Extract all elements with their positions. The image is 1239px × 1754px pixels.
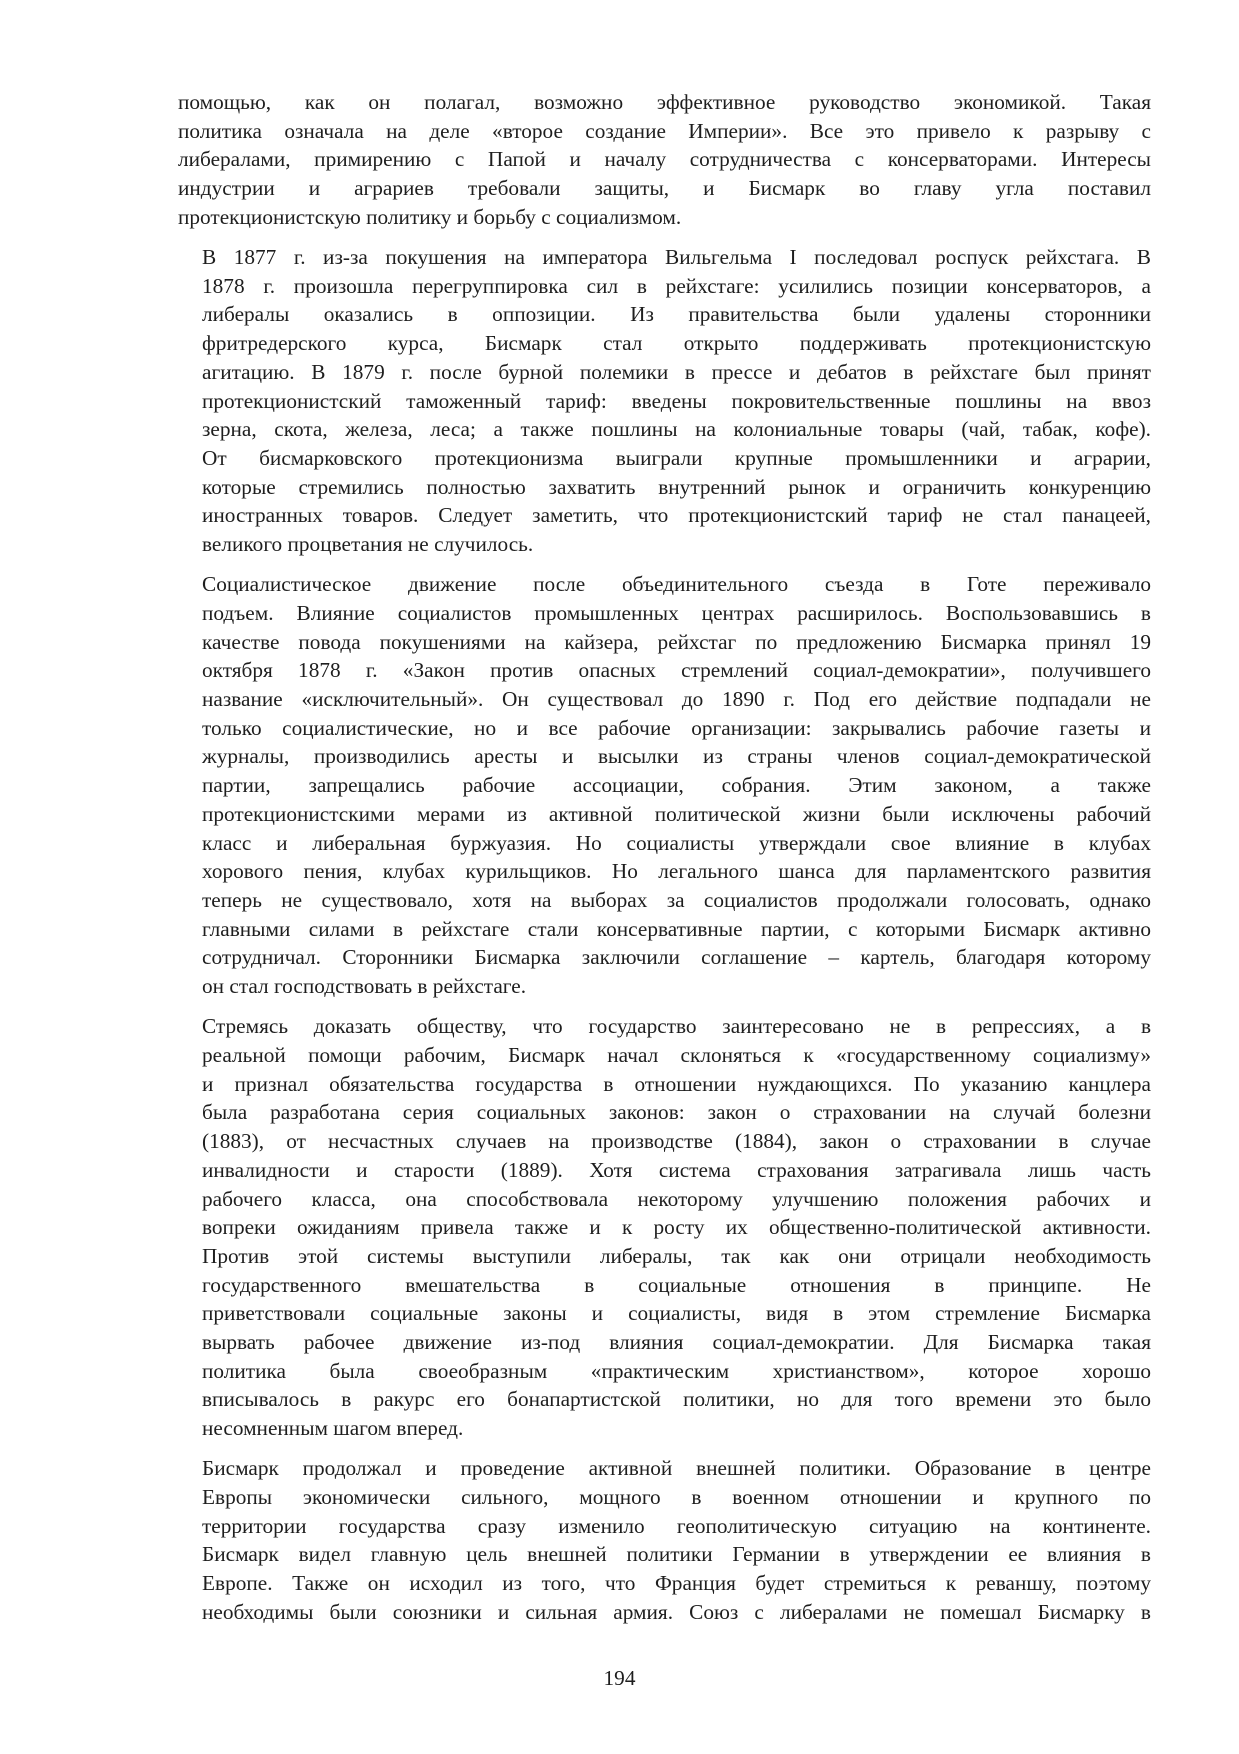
paragraph xyxy=(178,570,1151,1001)
text-line: Бисмарк продолжал и проведение активной внешней политики. Образование в центре xyxy=(202,1456,1151,1481)
text-line: качестве повода покушениями на кайзера, рейхстаг по предложению Бисмарка принял 19 xyxy=(202,629,1151,654)
text-line: реальной помощи рабочим, Бисмарк начал склоняться к «государственному социализму» xyxy=(202,1043,1151,1067)
text-line: фритредерского курса, Бисмарк стал открыто поддерживать протекционистскую xyxy=(202,331,1151,356)
text-line: Социалистическое движение после объединительного съезда в Готе переживало xyxy=(202,572,1151,597)
text-line: класс и либеральная буржуазия. Но социалисты утверждали свое влияние в клубах xyxy=(202,830,1151,855)
text-line: протекционистскую политику и борьбу с социализмом. xyxy=(178,204,682,229)
text-line: несомненным шагом вперед. xyxy=(202,1416,464,1441)
page-number: 194 xyxy=(603,1666,636,1690)
text-line: протекционистский таможенный тариф: введены покровительственные пошлины на ввоз xyxy=(202,388,1151,413)
text-line: От бисмарковского протекционизма выиграли крупные промышленники и аграрии, xyxy=(202,445,1151,470)
text-line: вписывалось в ракурс его бонапартистской политики, но для того времени это было xyxy=(202,1387,1151,1412)
text-line: либералы оказались в оппозиции. Из правительства были удалены сторонники xyxy=(202,302,1151,327)
text-line: Европы экономически сильного, мощного в военном отношении и крупного по xyxy=(202,1485,1151,1510)
text-line: политика означала на деле «второе создание Империи». Все это привело к разрыву с xyxy=(178,118,1151,143)
document-body xyxy=(178,88,1151,1638)
text-line: Бисмарк видел главную цель внешней политики Германии в утверждении ее влияния в xyxy=(202,1542,1151,1567)
text-line: сотрудничал. Сторонники Бисмарка заключили соглашение – картель, благодаря которому xyxy=(202,945,1151,970)
text-line: октября 1878 г. «Закон против опасных стремлений социал-демократии», получившего xyxy=(202,658,1151,683)
text-line: Стремясь доказать обществу, что государство заинтересовано не в репрессиях, а в xyxy=(202,1014,1151,1039)
paragraph xyxy=(178,243,1151,559)
text-line: главными силами в рейхстаге стали консервативные партии, с которыми Бисмарк активно xyxy=(202,916,1151,941)
text-line: приветствовали социальные законы и социалисты, видя в этом стремление Бисмарка xyxy=(202,1301,1151,1326)
text-line: В 1877 г. из-за покушения на императора Вильгельма I последовал роспуск рейхстага. В xyxy=(202,245,1151,270)
text-line: государственного вмешательства в социальные отношения в принципе. Не xyxy=(202,1272,1151,1297)
text-line: великого процветания не случилось. xyxy=(202,532,534,557)
text-line: Против этой системы выступили либералы, так как они отрицали необходимость xyxy=(202,1243,1151,1268)
text-line: хорового пения, клубах курильщиков. Но легального шанса для парламентского развития xyxy=(202,859,1151,884)
text-line: зерна, скота, железа, леса; а также пошлины на колониальные товары (чай, табак, кофе). xyxy=(202,417,1151,442)
text-line: которые стремились полностью захватить внутренний рынок и ограничить конкуренцию xyxy=(202,474,1151,499)
text-line: вопреки ожиданиям привела также и к росту их общественно-политической активности. xyxy=(202,1215,1151,1240)
text-line: агитацию. В 1879 г. после бурной полемики в прессе и дебатов в рейхстаге был принят xyxy=(202,359,1151,384)
text-line: (1883), от несчастных случаев на производстве (1884), закон о страховании в случае xyxy=(202,1129,1151,1154)
text-line: протекционистскими мерами из активной политической жизни были исключены рабочий xyxy=(202,801,1151,826)
text-line: инвалидности и старости (1889). Хотя система страхования затрагивала лишь часть xyxy=(202,1157,1151,1182)
text-line: подъем. Влияние социалистов промышленных центрах расширилось. Воспользовавшись в xyxy=(202,600,1151,625)
text-line: территории государства сразу изменило геополитическую ситуацию на континенте. xyxy=(202,1513,1151,1538)
text-line: журналы, производились аресты и высылки из страны членов социал-демократической xyxy=(202,744,1151,769)
text-line: Европе. Также он исходил из того, что Франция будет стремиться к реваншу, поэтому xyxy=(202,1571,1151,1596)
paragraph xyxy=(178,1012,1151,1443)
text-line: была разработана серия социальных законов: закон о страховании на случай болезни xyxy=(202,1100,1151,1125)
text-line: 1878 г. произошла перегруппировка сил в рейхстаге: усилились позиции консерваторов, а xyxy=(202,273,1151,298)
text-line: политика была своеобразным «практическим христианством», которое хорошо xyxy=(202,1358,1151,1383)
text-line: название «исключительный». Он существовал до 1890 г. Под его действие подпадали не xyxy=(202,687,1151,712)
text-line: только социалистические, но и все рабочие организации: закрывались рабочие газеты и xyxy=(202,715,1151,740)
text-line: партии, запрещались рабочие ассоциации, собрания. Этим законом, а также xyxy=(202,773,1151,798)
text-line: помощью, как он полагал, возможно эффективное руководство экономикой. Такая xyxy=(178,90,1151,114)
text-line: иностранных товаров. Следует заметить, что протекционистский тариф не стал панацеей, xyxy=(202,503,1151,528)
text-line: рабочего класса, она способствовала некоторому улучшению положения рабочих и xyxy=(202,1186,1151,1211)
text-line: индустрии и аграриев требовали защиты, и Бисмарк во главу угла поставил xyxy=(178,176,1151,201)
paragraph xyxy=(178,88,1151,232)
text-line: вырвать рабочее движение из-под влияния социал-демократии. Для Бисмарка такая xyxy=(202,1330,1151,1355)
text-line: либералами, примирению с Папой и началу сотрудничества с консерваторами. Интересы xyxy=(178,147,1151,172)
text-line: необходимы были союзники и сильная армия. Союз с либералами не помешал Бисмарку в xyxy=(202,1599,1151,1624)
paragraph xyxy=(178,1454,1151,1626)
text-line: и признал обязательства государства в отношении нуждающихся. По указанию канцлера xyxy=(202,1071,1151,1096)
text-line: теперь не существовало, хотя на выборах за социалистов продолжали голосовать, однако xyxy=(202,887,1151,912)
text-line: он стал господствовать в рейхстаге. xyxy=(202,974,527,999)
